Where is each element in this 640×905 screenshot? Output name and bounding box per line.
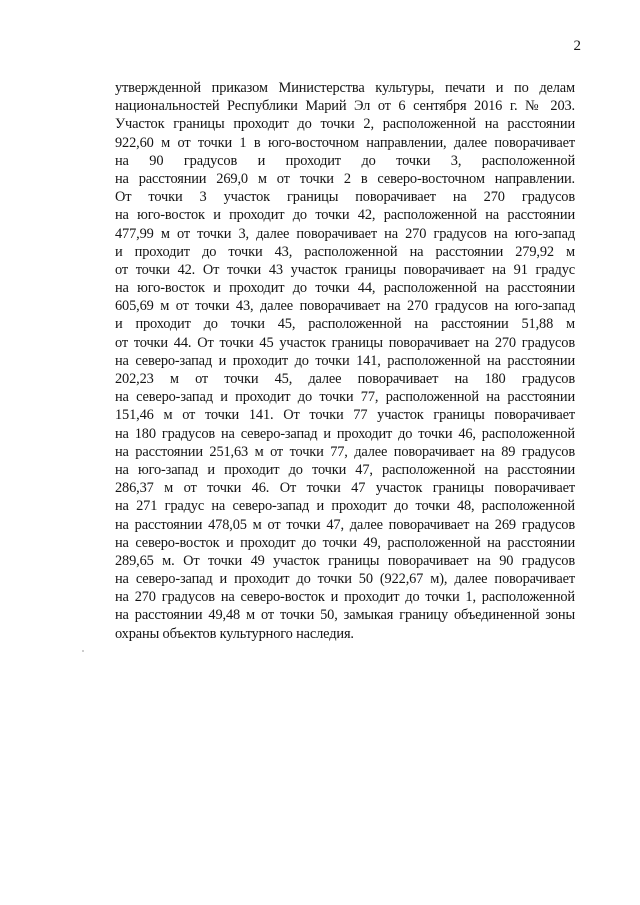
text-line: от точки 44. От точки 45 участок границы поворачивает на 270 градусов	[115, 334, 575, 351]
text-line: на северо-запад и проходит до точки 77, расположенной на расстоянии	[115, 389, 575, 406]
scan-speck	[82, 650, 84, 652]
text-line: на 270 градусов на северо-восток и проходит до точки 1, расположенной	[115, 589, 575, 606]
text-line: 289,65 м. От точки 49 участок границы поворачивает на 90 градусов	[115, 552, 575, 569]
text-line: на 90 градусов и проходит до точки 3, расположенной	[115, 152, 575, 169]
text-line: национальностей Республики Марий Эл от 6 сентября 2016 г. № 203.	[115, 98, 575, 115]
text-line: От точки 3 участок границы поворачивает на 270 градусов	[115, 189, 575, 206]
body-paragraph	[115, 79, 575, 643]
text-line: 922,60 м от точки 1 в юго-восточном направлении, далее поворачивает	[115, 134, 575, 151]
text-line: на северо-восток и проходит до точки 49, расположенной на расстоянии	[115, 534, 575, 551]
text-line: на расстоянии 478,05 м от точки 47, далее поворачивает на 269 градусов	[115, 516, 575, 533]
text-line: 202,23 м от точки 45, далее поворачивает на 180 градусов	[115, 371, 575, 387]
text-line: 286,37 м от точки 46. От точки 47 участок границы поворачивает	[115, 480, 575, 497]
text-line: на юго-запад и проходит до точки 47, расположенной на расстоянии	[115, 461, 575, 478]
text-line: охраны объектов культурного наследия.	[115, 625, 354, 642]
text-line: 477,99 м от точки 3, далее поворачивает на 270 градусов на юго-запад	[115, 225, 575, 242]
text-line: 151,46 м от точки 141. От точки 77 участок границы поворачивает	[115, 407, 575, 424]
text-line: 605,69 м от точки 43, далее поворачивает на 270 градусов на юго-запад	[115, 298, 575, 315]
text-line: от точки 42. От точки 43 участок границы поворачивает на 91 градус	[115, 261, 575, 278]
text-line: на 271 градус на северо-запад и проходит до точки 48, расположенной	[115, 498, 575, 515]
text-line: на расстоянии 49,48 м от точки 50, замыкая границу объединенной зоны	[115, 607, 575, 624]
text-line: на юго-восток и проходит до точки 42, расположенной на расстоянии	[115, 207, 575, 224]
page-number: 2	[573, 38, 581, 54]
text-line: на юго-восток и проходит до точки 44, расположенной на расстоянии	[115, 280, 575, 297]
text-line: Участок границы проходит до точки 2, расположенной на расстоянии	[115, 116, 575, 133]
text-line: на 180 градусов на северо-запад и проходит до точки 46, расположенной	[115, 425, 575, 442]
text-line: на расстоянии 269,0 м от точки 2 в северо-восточном направлении.	[115, 170, 575, 187]
text-line: на северо-запад и проходит до точки 141, расположенной на расстоянии	[115, 352, 575, 369]
text-line: и проходит до точки 43, расположенной на расстоянии 279,92 м	[115, 243, 575, 260]
text-line: на расстоянии 251,63 м от точки 77, далее поворачивает на 89 градусов	[115, 443, 575, 460]
text-line: на северо-запад и проходит до точки 50 (922,67 м), далее поворачивает	[115, 571, 575, 588]
text-line: утвержденной приказом Министерства культуры, печати и по делам	[115, 80, 575, 96]
text-line: и проходит до точки 45, расположенной на расстоянии 51,88 м	[115, 316, 575, 333]
